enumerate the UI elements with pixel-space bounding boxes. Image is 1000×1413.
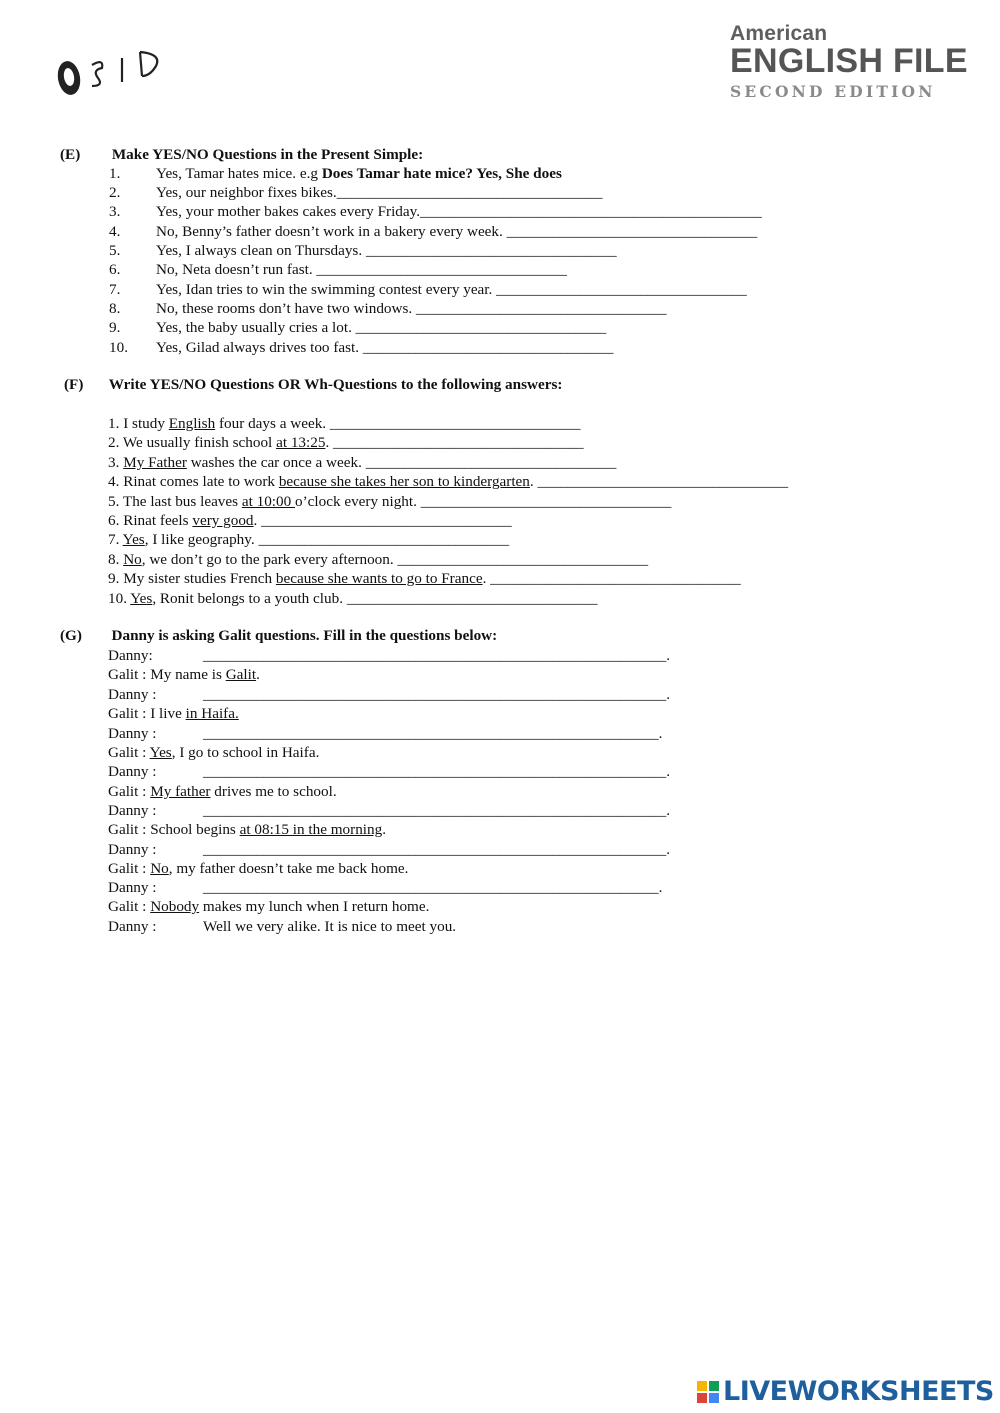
answer-blank: _________________________________ — [397, 551, 649, 568]
answer-blank: _________________________________ — [329, 415, 581, 432]
section-f-letter: (F) — [64, 376, 84, 393]
e-item-4[interactable]: 4. No, Benny’s father doesn’t work in a bakery every week. _________________________________ — [109, 223, 758, 240]
e-item-10[interactable]: 10. Yes, Gilad always drives too fast. _________________________________ — [109, 339, 614, 356]
answer-blank: _________________________________ — [506, 223, 758, 240]
answer-blank: _____________________________________________________________. — [203, 802, 671, 819]
dialogue-line: Galit : Yes, I go to school in Haifa. — [108, 744, 320, 761]
answer-blank: _________________________________ — [365, 454, 617, 471]
f-item-7[interactable]: 7. Yes, I like geography. _________________________________ — [108, 531, 510, 548]
f-item-1[interactable]: 1. I study English four days a week. _________________________________ — [108, 415, 581, 432]
answer-blank: _____________________________________________________________. — [203, 686, 671, 703]
dialogue-line: Danny : Well we very alike. It is nice to meet you. — [108, 918, 457, 935]
answer-blank: _________________________________ — [346, 590, 598, 607]
dialogue-line[interactable]: Danny : ____________________________________________________________. — [108, 725, 663, 742]
liveworksheets-logo — [697, 1376, 994, 1407]
f-item-4[interactable]: 4. Rinat comes late to work because she takes her son to kindergarten. _________________________________ — [108, 473, 789, 490]
dialogue-line[interactable]: Danny : _____________________________________________________________. — [108, 802, 671, 819]
answer-blank: _________________________________ — [496, 281, 747, 298]
e-item-8[interactable]: 8. No, these rooms don’t have two windows. _________________________________ — [109, 300, 667, 317]
answer-blank: _________________________________ — [537, 473, 789, 490]
brand-line-english-file: ENGLISH FILE — [730, 42, 968, 80]
answer-blank: _____________________________________________ — [420, 203, 762, 220]
e-item-5[interactable]: 5. Yes, I always clean on Thursdays. _________________________________ — [109, 242, 617, 259]
e-item-7[interactable]: 7. Yes, Idan tries to win the swimming contest every year. _________________________________ — [109, 281, 747, 298]
answer-blank: _________________________________ — [355, 319, 607, 336]
f-item-2[interactable]: 2. We usually finish school at 13:25. _________________________________ — [108, 434, 584, 451]
answer-blank: _________________________________ — [316, 261, 568, 278]
e-item-9[interactable]: 9. Yes, the baby usually cries a lot. _________________________________ — [109, 319, 607, 336]
e-item-1: 1. Yes, Tamar hates mice. e.g Does Tamar hate mice? Yes, She does — [109, 165, 562, 182]
answer-blank: _________________________________ — [420, 493, 672, 510]
section-g-heading — [60, 627, 497, 645]
dialogue-line: Galit : No, my father doesn’t take me back home. — [108, 860, 409, 877]
brand-line-american: American — [730, 22, 828, 45]
answer-blank: ____________________________________________________________. — [203, 879, 663, 896]
answer-blank: _____________________________________________________________. — [203, 841, 671, 858]
answer-blank: _________________________________ — [261, 512, 512, 529]
f-item-6[interactable]: 6. Rinat feels very good. _________________________________ — [108, 512, 512, 529]
dialogue-line: Galit : School begins at 08:15 in the morning. — [108, 821, 386, 838]
section-f-title: Write YES/NO Questions OR Wh-Questions to the following answers: — [108, 376, 563, 393]
handwritten-code-drawing — [52, 40, 177, 110]
dialogue-line[interactable]: Danny : _____________________________________________________________. — [108, 841, 671, 858]
section-g-title: Danny is asking Galit questions. Fill in the questions below: — [111, 627, 498, 644]
answer-blank: _________________________________ — [365, 242, 617, 259]
dialogue-line: Galit : My father drives me to school. — [108, 783, 337, 800]
dialogue-line[interactable]: Danny : ____________________________________________________________. — [108, 879, 663, 896]
answer-blank: _________________________________ — [490, 570, 741, 587]
f-item-3[interactable]: 3. My Father washes the car once a week. _________________________________ — [108, 454, 617, 471]
section-f-heading — [64, 376, 562, 394]
e-item-6[interactable]: 6. No, Neta doesn’t run fast. _________________________________ — [109, 261, 568, 278]
american-english-file-logo — [730, 22, 968, 101]
section-g-letter: (G) — [60, 627, 82, 644]
dialogue-line[interactable]: Danny: _____________________________________________________________. — [108, 647, 671, 664]
dialogue-line: Galit : Nobody makes my lunch when I return home. — [108, 898, 430, 915]
answer-blank: _____________________________________________________________. — [203, 763, 671, 780]
e-item-3[interactable]: 3. Yes, your mother bakes cakes every Friday._____________________________________________ — [109, 203, 762, 220]
dialogue-line[interactable]: Danny : _____________________________________________________________. — [108, 686, 671, 703]
section-e-heading — [60, 146, 423, 164]
answer-blank: _________________________________ — [362, 339, 614, 356]
answer-blank: ___________________________________ — [336, 184, 603, 201]
section-e-letter: (E) — [60, 146, 81, 163]
handwritten-code — [52, 40, 177, 115]
answer-blank: _________________________________ — [416, 300, 667, 317]
brand-line-second-edition: SECOND EDITION — [730, 82, 936, 101]
dialogue-line: Galit : My name is Galit. — [108, 666, 260, 683]
dialogue-line[interactable]: Danny : _____________________________________________________________. — [108, 763, 671, 780]
dialogue-line: Galit : I live in Haifa. — [108, 705, 239, 722]
f-item-10[interactable]: 10. Yes, Ronit belongs to a youth club. _________________________________ — [108, 590, 598, 607]
f-item-9[interactable]: 9. My sister studies French because she wants to go to France. _________________________________ — [108, 570, 741, 587]
answer-blank: ____________________________________________________________. — [203, 725, 663, 742]
section-e-title: Make YES/NO Questions in the Present Simple: — [111, 146, 424, 163]
f-item-8[interactable]: 8. No, we don’t go to the park every afternoon. _________________________________ — [108, 551, 649, 568]
liveworksheets-wordmark: LIVEWORKSHEETS — [723, 1376, 994, 1407]
f-item-5[interactable]: 5. The last bus leaves at 10:00 o’clock every night. _________________________________ — [108, 493, 672, 510]
liveworksheets-icon — [697, 1381, 719, 1403]
e-item-2[interactable]: 2. Yes, our neighbor fixes bikes.___________________________________ — [109, 184, 603, 201]
answer-blank: _________________________________ — [333, 434, 584, 451]
answer-blank: _________________________________ — [258, 531, 510, 548]
answer-blank: _____________________________________________________________. — [203, 647, 671, 664]
